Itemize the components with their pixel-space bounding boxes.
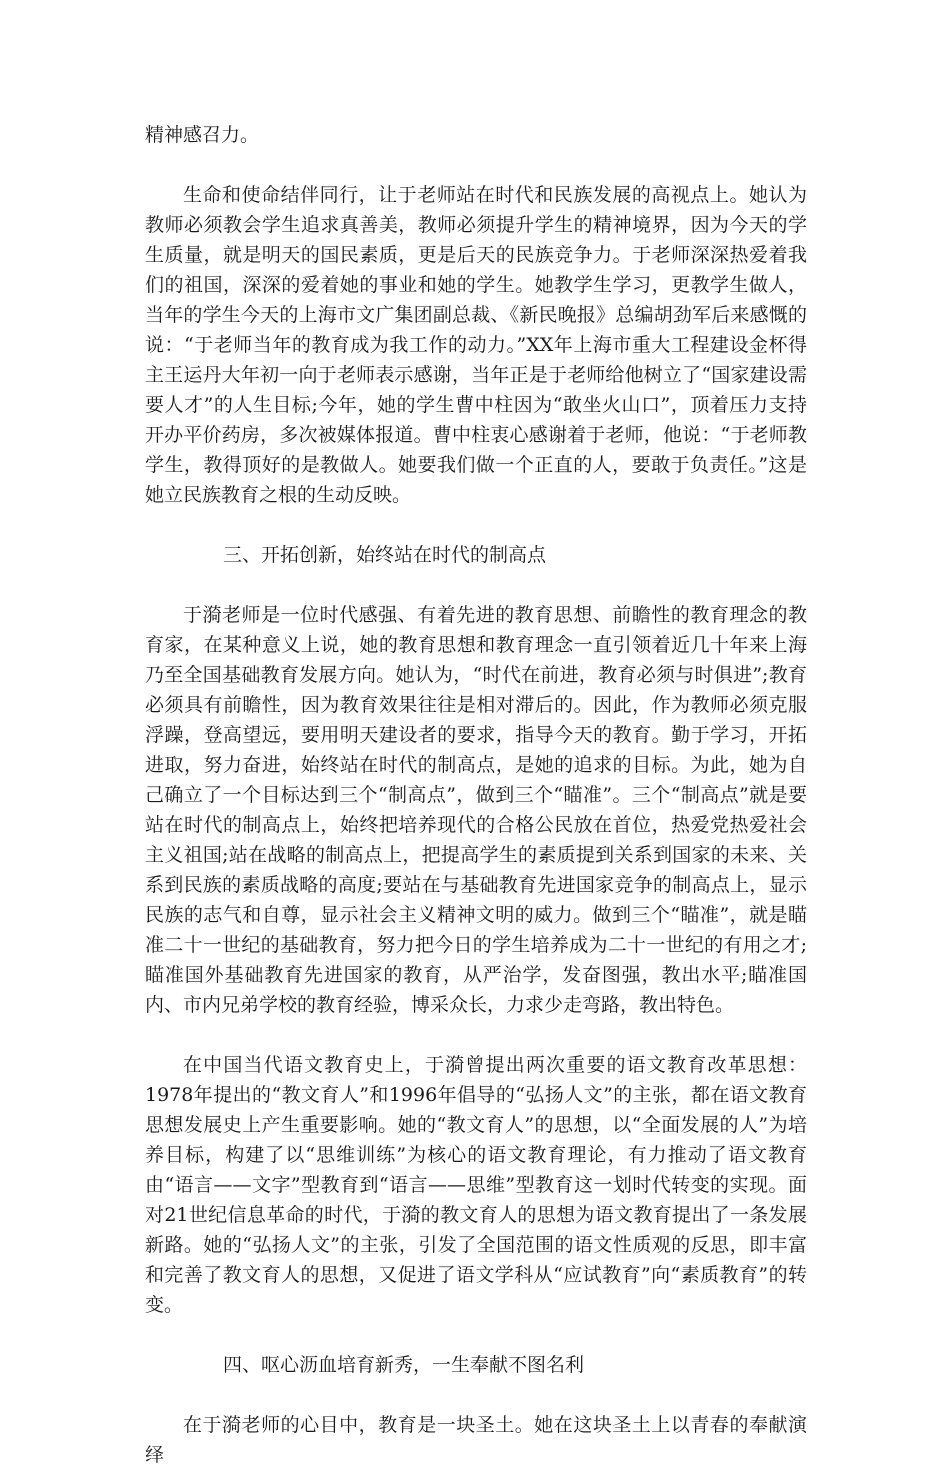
section-heading-3: 三、开拓创新，始终站在时代的制高点 <box>223 544 547 566</box>
section-heading-4: 四、呕心沥血培育新秀，一生奉献不图名利 <box>223 1354 585 1376</box>
paragraph-innovation: 于漪老师是一位时代感强、有着先进的教育思想、前瞻性的教育理念的教育家，在某种意义上说，她的教育思想和教育理念一直引领着近几十年来上海乃至全国基础教育发展方向。她认为，“时代在前进，教育必须与时俱进”;教育必须具有前瞻性，因为教育效果往往是相对滞后的。因此，作为教师必须克服浮躁，登高望远，要用明天建设者的要求，指导今天的教育。勤于学习，开拓进取，努力奋进，始终站在时代的制高点，是她的追求的目标。为此，她为自己确立了一个目标达到三个“制高点”，做到三个“瞄准”。三个“制高点”就是要站在时代的制高点上，始终把培养现代的合格公民放在首位，热爱党热爱社会主义祖国;站在战略的制高点上，把提高学生的素质提到关系到国家的未来、关系到民族的素质战略的高度;要站在与基础教育先进国家竞争的制高点上，显示民族的志气和自尊，显示社会主义精神文明的威力。做到三个“瞄准”，就是瞄准二十一世纪的基础教育，努力把今日的学生培养成为二十一世纪的有用之才;瞄准国外基础教育先进国家的教育，从严治学，发奋图强，教出水平;瞄准国内、市内兄弟学校的教育经验，博采众长，力求少走弯路，教出特色。 <box>145 604 807 1016</box>
continuation-paragraph: 精神感召力。 <box>145 124 260 146</box>
paragraph-chinese-education: 在中国当代语文教育史上，于漪曾提出两次重要的语文教育改革思想：1978年提出的“教文育人”和1996年倡导的“弘扬人文”的主张，都在语文教育思想发展史上产生重要影响。她的“教文育人”的思想，以“全面发展的人”为培养目标，构建了以“思维训练”为核心的语文教育理论，有力推动了语文教育由“语言——文字”型教育到“语言——思维”型教育这一划时代转变的实现。面对21世纪信息革命的时代，于漪的教文育人的思想为语文教育提出了一条发展新路。她的“弘扬人文”的主张，引发了全国范围的语文性质观的反思，即丰富和完善了教文育人的思想，又促进了语文学科从“应试教育”向“素质教育”的转变。 <box>145 1054 807 1316</box>
paragraph-mission: 生命和使命结伴同行，让于老师站在时代和民族发展的高视点上。她认为教师必须教会学生追求真善美，教师必须提升学生的精神境界，因为今天的学生质量，就是明天的国民素质，更是后天的民族竞争力。于老师深深热爱着我们的祖国，深深的爱着她的事业和她的学生。她教学生学习，更教学生做人，当年的学生今天的上海市文广集团副总裁、《新民晚报》总编胡劲军后来感慨的说：“于老师当年的教育成为我工作的动力。”XX年上海市重大工程建设金杯得主王运丹大年初一向于老师表示感谢，当年正是于老师给他树立了“国家建设需要人才”的人生目标;今年，她的学生曹中柱因为“敢坐火山口”，顶着压力支持开办平价药房，多次被媒体报道。曹中柱衷心感谢着于老师，他说：“于老师教学生，教得顶好的是教做人。她要我们做一个正直的人，要敢于负责任。”这是她立民族教育之根的生动反映。 <box>145 184 807 506</box>
paragraph-dedication: 在于漪老师的心目中，教育是一块圣土。她在这块圣土上以青春的奉献演绎 <box>145 1414 807 1466</box>
document-page <box>145 120 807 1470</box>
